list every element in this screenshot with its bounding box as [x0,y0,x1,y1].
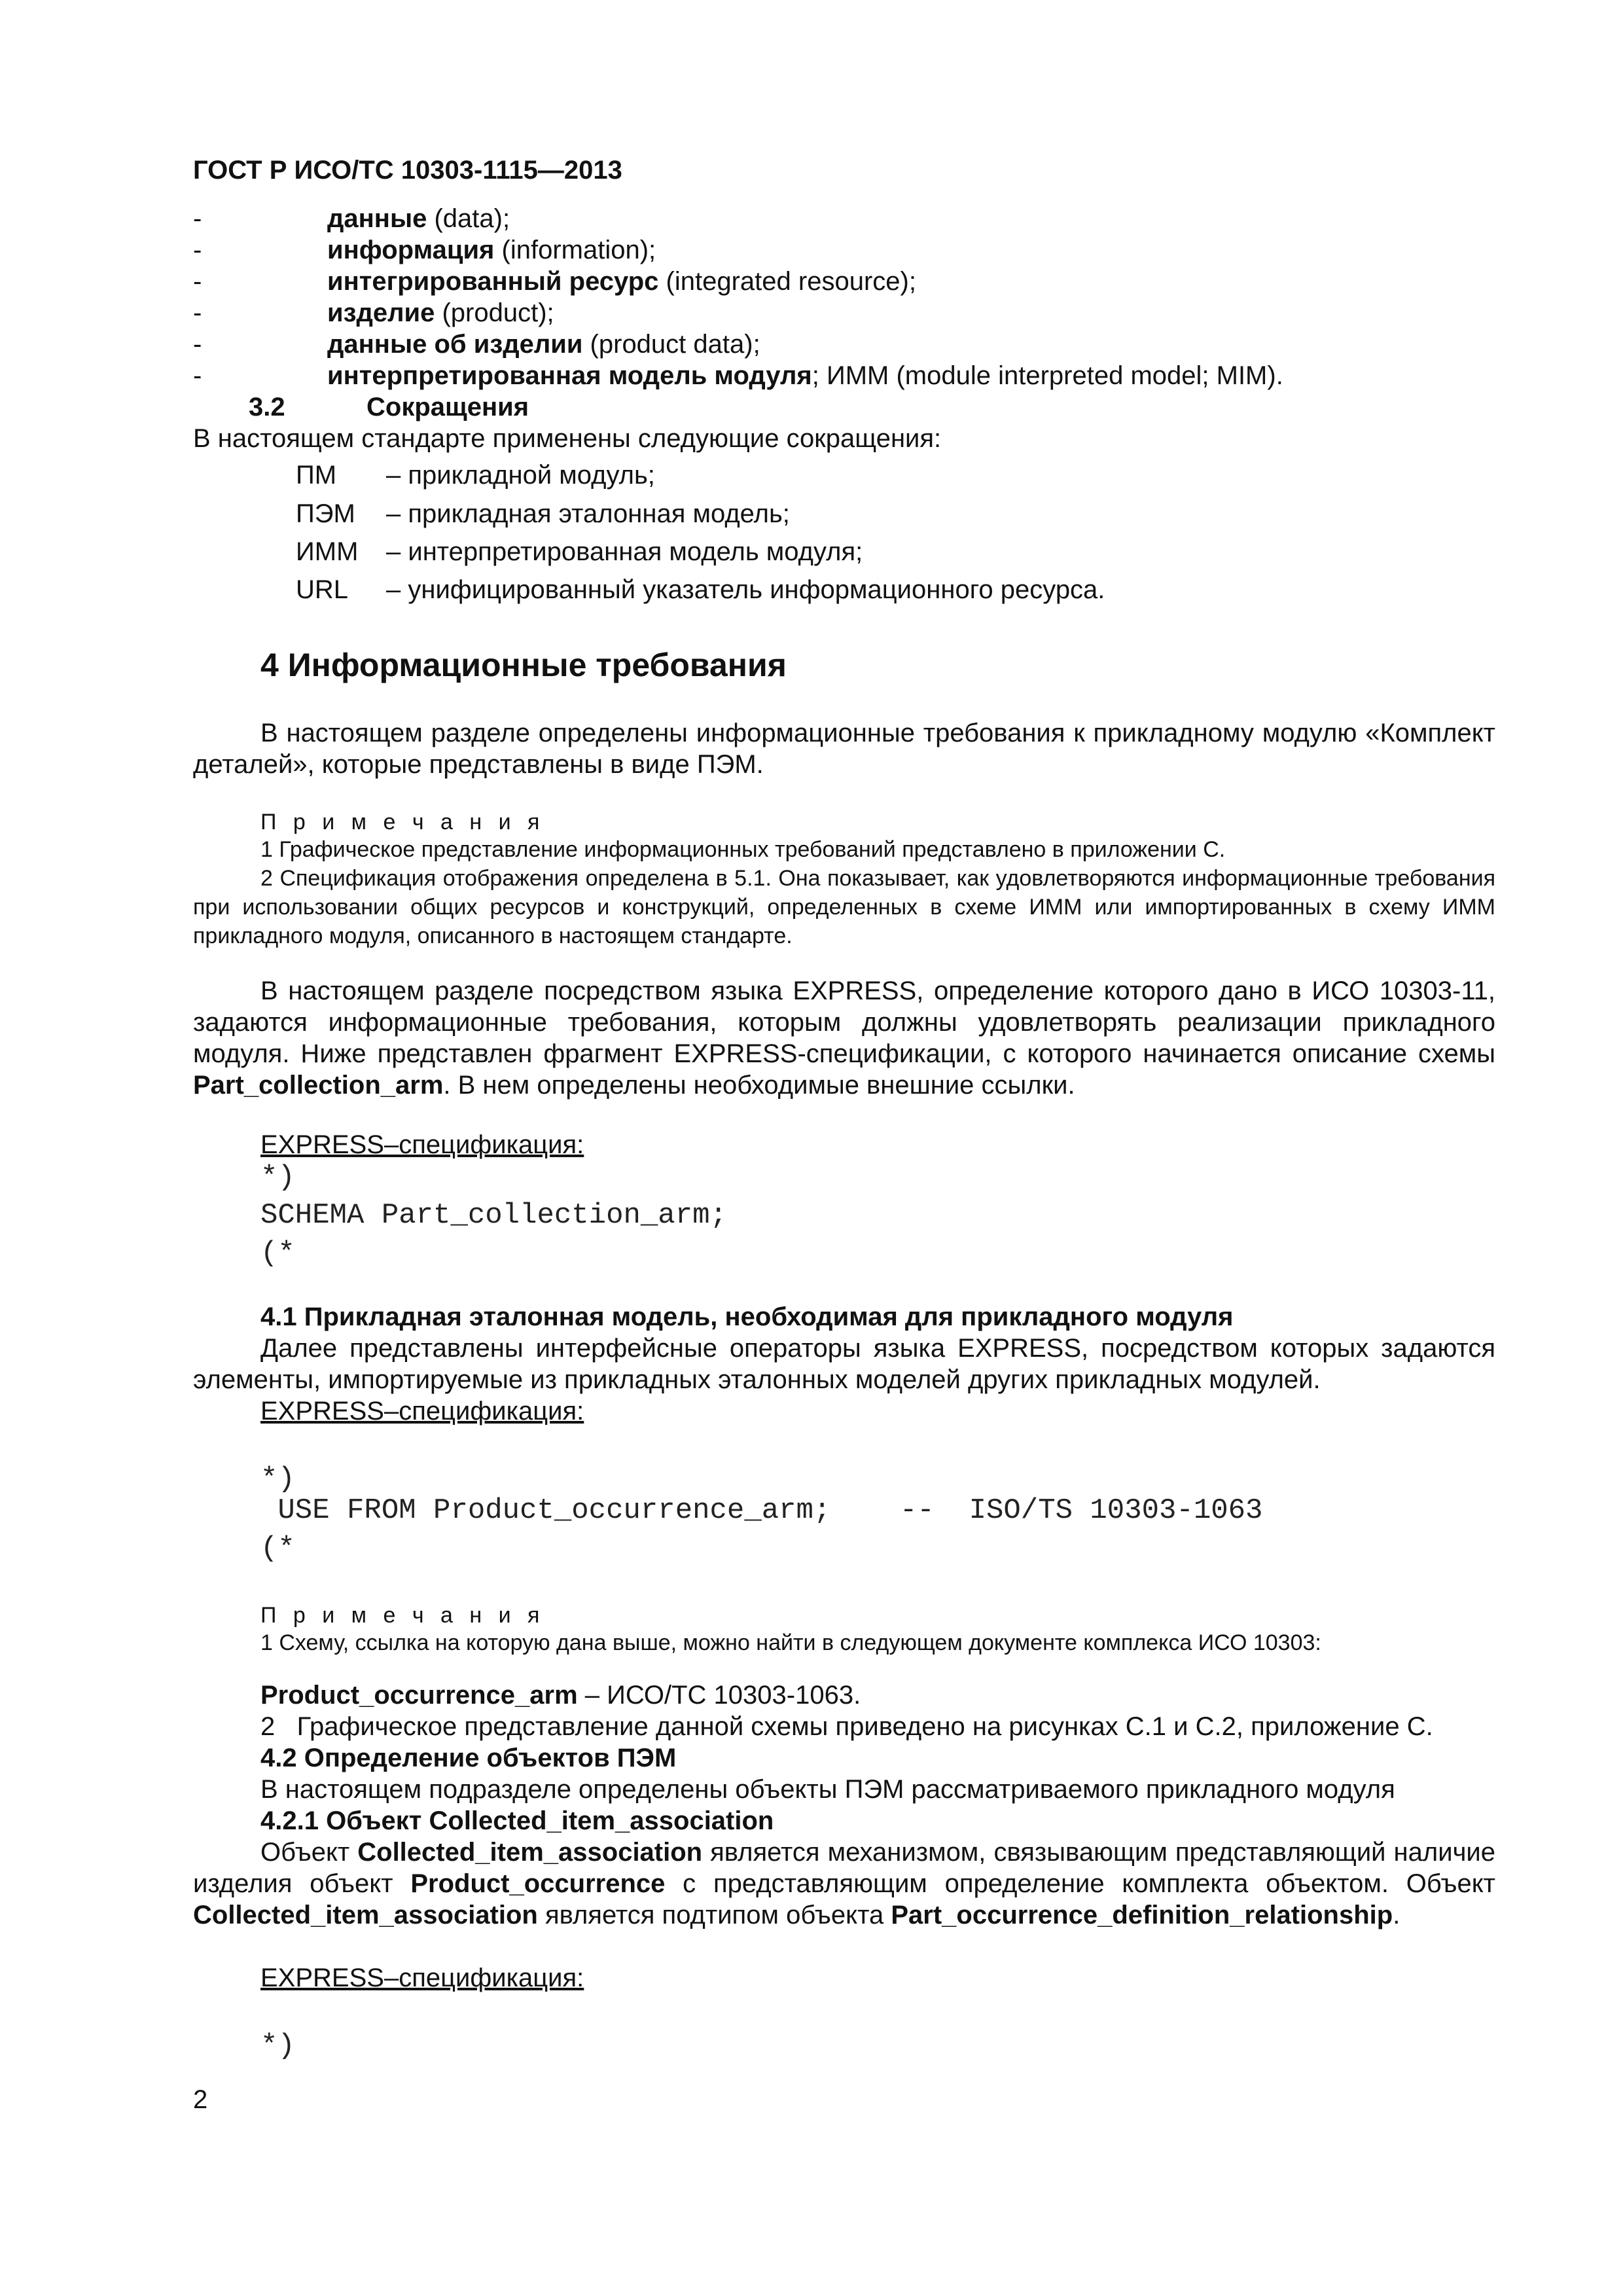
express-label: EXPRESS–спецификация: [260,1397,584,1426]
code-line: SCHEMA Part_collection_arm; [260,1199,727,1232]
code-line: USE FROM Product_occurrence_arm; -- ISO/TS 10303-1063 [260,1494,1263,1527]
code-line: *) [260,1463,295,1496]
code-line: (* [260,1532,295,1565]
subsection-title: 4.2.1 Объект Collected_item_association [260,1806,774,1835]
notes-label: П р и м е ч а н и я [260,1603,545,1628]
code-line: *) [260,1161,295,1194]
note: 2 Графическое представление данной схемы приведено на рисунках С.1 и С.2, приложение С. [260,1712,1433,1741]
list-item: ПЭМ – прикладная эталонная модель; [296,499,790,528]
list-item: ИММ – интерпретированная модель модуля; [296,537,863,566]
notes-label: П р и м е ч а н и я [260,810,545,834]
list-item: URL – унифицированный указатель информационного ресурса. [296,575,1105,604]
paragraph: В настоящем разделе определены информационные требования к прикладному модулю «Комплект деталей», которые представлены в виде ПЭМ. [193,719,1495,779]
paragraph: В настоящем подразделе определены объекты ПЭМ рассматриваемого прикладного модуля [260,1775,1395,1804]
page-number: 2 [193,2085,208,2114]
paragraph: Объект Collected_item_association является механизмом, связывающим представляющий наличие изделия объект Product_occurrence с представляющим определение комплекта объектом. Объект Collected_item_association является подтипом объекта Part_occurrence_definition_relationship. [193,1838,1495,1929]
paragraph: В настоящем стандарте применены следующие сокращения: [193,424,942,453]
code-line: (* [260,1237,295,1270]
list-item: ПМ – прикладной модуль; [296,461,655,490]
code-line: *) [260,2030,295,2062]
paragraph: В настоящем разделе посредством языка EXPRESS, определение которого дано в ИСО 10303-11, задаются информационные требования, которым должны удовлетворять реализации прикладного модуля. Ниже представлен фрагмент EXPRESS-спецификации, с которого начинается описание схемы Part_collection_arm. В нем определены необходимые внешние ссылки. [193,977,1495,1100]
express-label: EXPRESS–спецификация: [260,1130,584,1159]
note: 2 Спецификация отображения определена в 5.1. Она показывает, как удовлетворяются информационные требования при использовании общих ресурсов и конструкций, определенных в схеме ИММ или импортированных в схему ИММ прикладного модуля, описанного в настоящем стандарте. [193,866,1495,948]
express-label: EXPRESS–спецификация: [260,1964,584,1992]
note: 1 Графическое представление информационных требований представлено в приложении С. [260,837,1226,862]
reference: Product_occurrence_arm – ИСО/ТС 10303-1063. [260,1681,861,1710]
section-heading: 4 Информационные требования [260,647,787,683]
paragraph: Далее представлены интерфейсные операторы языка EXPRESS, посредством которых задаются элементы, импортируемые из прикладных эталонных моделей других прикладных модулей. [193,1334,1495,1394]
note: 1 Схему, ссылка на которую дана выше, можно найти в следующем документе комплекса ИСО 10303: [260,1630,1321,1655]
document-header: ГОСТ Р ИСО/ТС 10303-1115—2013 [193,156,622,185]
subsection-title: 4.1 Прикладная эталонная модель, необходимая для прикладного модуля [260,1302,1234,1331]
document-page: ГОСТ Р ИСО/ТС 10303-1115—2013 - данные (data); - информация (information); - интегрированный ресурс (integrated resource); - изделие (product); - данные об изделии (product data); - интерпретированная модель модуля; ИММ (module interpreted model; MIM). 3.2 Сокращения В настоящем стандарте применены следующие сокращения: ПМ – прикладной модуль; ПЭМ – прикладная эталонная модель; ИММ – интерпретированная модель модуля; URL – унифицированный указатель информационного ресурса. 4 Информационные требования В настоящем разделе определены информационные требования к прикладному модулю «Комплект деталей», которые представлены в виде ПЭМ. П р и м е ч а н и я 1 Графическое представление информационных требований представлено в приложении С. 2 Спецификация отображения определена в 5.1. Она показывает, как удовлетворяются информационные требования при использовании общих ресурсов и конструкций, определенных в схеме ИММ или импортированных в схему ИММ прикладного модуля, описанного в настоящем стандарте. В настоящем разделе посредством языка EXPRESS, определение которого дано в ИСО 10303-11, задаются информационные требования, которым должны удовлетворять реализации прикладного модуля. Ниже представлен фрагмент EXPRESS-спецификации, с которого начинается описание схемы Part_collection_arm. В нем определены необходимые внешние ссылки. EXPRESS–спецификация: *) SCHEMA Part_collection_arm; (* 4.1 Прикладная эталонная модель, необходимая для прикладного модуля Далее представлены интерфейсные операторы языка EXPRESS, посредством которых задаются элементы, импортируемые из прикладных эталонных моделей других прикладных модулей. EXPRESS–спецификация: *) USE FROM Product_occurrence_arm; -- ISO/TS 10303-1063 (* П р и м е ч а н и я 1 Схему, ссылка на которую дана выше, можно найти в следующем документе комплекса ИСО 10303: Product_occurrence_arm – ИСО/ТС 10303-1063. 2 Графическое представление данной схемы приведено на рисунках С.1 и С.2, приложение С. 4.2 Определение объектов ПЭМ В настоящем подразделе определены объекты ПЭМ рассматриваемого прикладного модуля 4.2.1 Объект Collected_item_association Объект Collected_item_association является механизмом, связывающим представляющий наличие изделия объект Product_occurrence с представляющим определение комплекта объектом. Объект Collected_item_association является подтипом объекта Part_occurrence_definition_relationship. EXPRESS–спецификация: *) 2 [0,0,1623,2296]
section-number: 3.2 [249,393,285,422]
subsection-title: 4.2 Определение объектов ПЭМ [260,1744,677,1772]
section-title: Сокращения [366,393,529,422]
